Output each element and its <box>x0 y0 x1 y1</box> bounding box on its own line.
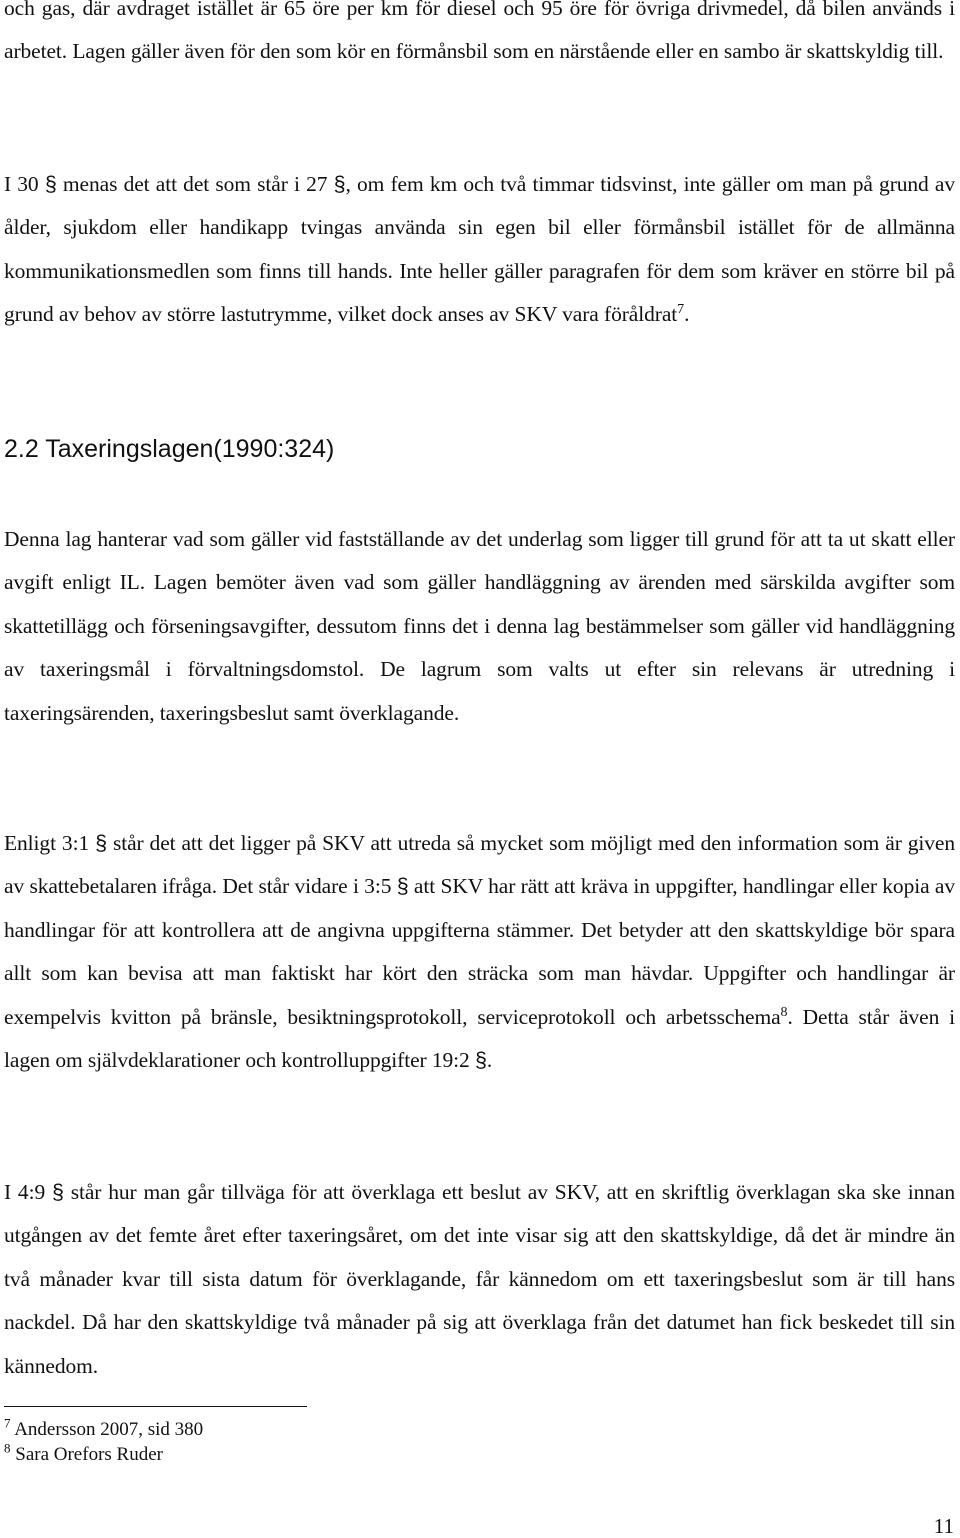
footnote-number: 7 <box>4 1415 11 1431</box>
section-sign: § <box>44 172 57 196</box>
paragraph-fuel-deduction <box>4 0 955 74</box>
footnote-8 <box>4 1440 163 1467</box>
section-sign: § <box>333 172 346 196</box>
footnote-text: Sara Orefors Ruder <box>15 1444 163 1465</box>
section-sign: § <box>396 874 409 899</box>
footnote-ref-7: 7 <box>677 302 685 318</box>
footnote-ref-8: 8 <box>780 1004 788 1020</box>
footnote-number: 8 <box>4 1440 11 1456</box>
page-number: 11 <box>933 1514 954 1538</box>
footnote-text: Andersson 2007, sid 380 <box>14 1419 204 1440</box>
section-sign: § <box>95 831 107 855</box>
footnote-divider <box>4 1406 307 1407</box>
paragraph-text: Denna lag hanterar vad som gäller vid fastställande av det underlag som ligger till grund för att ta ut skatt eller avgift enligt IL. Lagen bemöter även vad som gäller handläggning av ärenden med särskilda avgifter som skattetillägg och förseningsavgifter, dessutom finns det i denna lag bestämmelser som gäller vid handläggning av taxeringsmål i förvaltningsdomstol. De lagrum som valts ut efter sin relevans är utredning i taxeringsärenden, taxeringsbeslut samt överklagande. <box>4 527 955 725</box>
section-sign: § <box>51 1180 64 1204</box>
section-sign: § <box>474 1048 487 1073</box>
paragraph-section-4-9: I 4:9 § står hur man går tillväga för att överklaga ett beslut av SKV, att en skriftlig överklagan ska ske innan utgången av det femte året efter taxeringsåret, om det inte visar sig att den skattskyldige, då det är mindre än två månader kvar till sista datum för överklagande, får kännedom om ett taxeringsbeslut som är till hans nackdel. Då har den skattskyldige två månader på sig att överklaga från det datumet han fick beskedet till sin kännedom. <box>4 1180 955 1378</box>
section-heading: 2.2 Taxeringslagen(1990:324) <box>4 435 335 463</box>
paragraph-section-30: I 30 § menas det att det som står i 27 §, om fem km och två timmar tidsvinst, inte gäller om man på grund av ålder, sjukdom eller handikapp tvingas använda sin egen bil eller förmånsbil istället för de allmänna kommunikationsmedlen som finns till hands. Inte heller gäller paragrafen för dem som kräver en större bil på grund av behov av större lastutrymme, vilket dock anses av SKV vara föråldrat$^7$. <box>4 172 956 327</box>
paragraph-taxeringslagen <box>4 518 955 735</box>
paragraph-text: och gas, där avdraget istället är 65 öre per km för diesel och 95 öre för övriga drivmedel, då bilen används i arbetet. Lagen gäller även för den som kör en förmånsbil som en närstående eller en sambo är skattskyldig till. <box>4 0 955 64</box>
paragraph-section-3-1: Enligt 3:1 § står det att det ligger på SKV att utreda så mycket som möjligt med den information som är given av skattebetalaren ifråga. Det står vidare i 3:5 § att SKV har rätt att kräva in uppgifter, handlingar eller kopia av handlingar för att kontrollera att de angivna uppgifterna stämmer. Det betyder att den skattskyldige bör spara allt som kan bevisa att man faktiskt har kört den sträcka som man hävdar. Uppgifter och handlingar är exempelvis kvitton på bränsle, besiktningsprotokoll, serviceprotokoll och arbetsschema$^8$. Detta står även i lagen om självdeklarationer och kontrolluppgifter 19:2 §. <box>4 831 956 1073</box>
footnote-7 <box>4 1415 204 1442</box>
